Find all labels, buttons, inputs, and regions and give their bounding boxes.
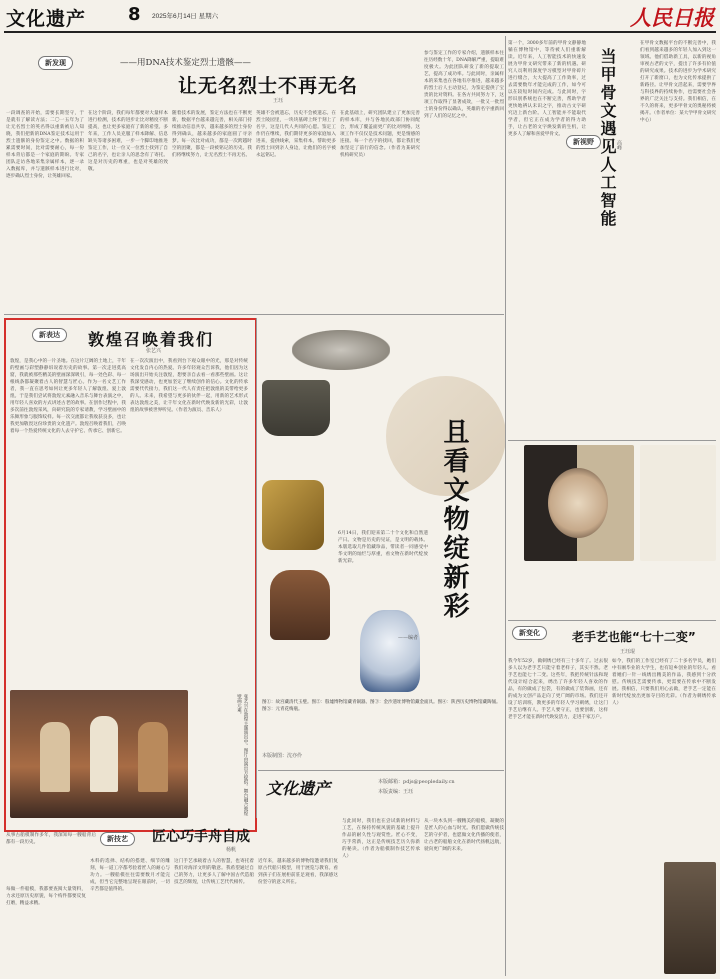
- text-column: 参与鉴定工作的专家介绍，遗骸样本往往历经数十年，DNA降解严重，提取难度极大。为此团队研发了新的提取工艺，提高了成功率。与此同时，亲属样本的采集也在各地有序推进，越来越多的烈士后人主动登记，为鉴定提供了宝贵的比对资料。在各方共同努力下，这项工作取得了显著成效，一批又一批烈士的身份得以确认，英雄的名字重新回到了人们的记忆之中。: [424, 51, 504, 119]
- design-credit: 本版制图：沈亦伶: [262, 753, 303, 759]
- story-headline: 当甲骨文遇见人工智能: [598, 48, 617, 228]
- story-tag: 新视野: [566, 135, 601, 149]
- text-column: 在这个阶段，我们每年都要对大量样本进行检测，技术的进步让比对精度不断提高，也让更多家庭有了新的希望。多年来，工作人员克服了样本降解、信息缺失等诸多困难，一步一个脚印地推进鉴定工作，让一位又一位烈士找到了自己的名字，也让亲人的思念有了寄托。这是对历史的尊重，也是对英雄的致敬。: [88, 111, 168, 172]
- story-byline: 张艺兴: [146, 348, 162, 354]
- text-column: 随着技术的发展，鉴定方法也在不断更新，数据平台越来越完善，相关部门持续推动信息共享，越来越多的烈士身份得到确认，越来越多的家庭圆了寻亲梦。每一次比对成功，都是一次跨越时空的团聚，都是一段被铭记的历史。我们将继续努力，让无名烈士不再无名。: [172, 111, 252, 158]
- issue-date: 2025年6月14日 星期六: [152, 13, 219, 20]
- performer-figure: [90, 716, 118, 792]
- column-logo: 文化遗产: [266, 779, 331, 798]
- newspaper-masthead: 人民日报: [630, 5, 714, 30]
- story-tag: 新变化: [512, 626, 547, 640]
- column-rule: [505, 36, 506, 976]
- text-column: 如今，我们的工作室已经有了二十多名学员，她们中有刚毕业的大学生，也有返乡创业的年轻人。看着她们一针一线绣出精美的作品，我感到十分欣慰。传统技艺需要传承，更需要在传承中不断发展。我相信，只要我们用心去做，老手艺一定能在新时代绽放出更加夺目的光彩。（作者为刺绣传承人）: [612, 659, 716, 706]
- story-byline: 王珏琨: [620, 649, 636, 655]
- text-column: 与此同时，我们也在尝试新的材料与工艺，在保持传统风貌的基础上提升作品的耐久性与观赏性。匠心不变，巧手常新，这正是传统技艺历久弥新的秘诀。（作者为船模制作技艺传承人）: [342, 819, 420, 859]
- story-headline: 老手艺也能“七十二变”: [572, 630, 696, 644]
- section-rule: [508, 620, 716, 621]
- bronze-vessel-artifact: [262, 380, 330, 436]
- text-column: 近年来，越来越多的博物馆邀请我们复原古代船只模型，用于展览与教育。看到孩子们在展柜前驻足观看，我深感这份坚守的意义所在。: [258, 859, 338, 885]
- story-byline: 高峰: [616, 140, 622, 150]
- text-column: 在甲骨文数据平台的不断完善中，我们看到越来越多的年轻人加入到这一领域。他们借助新工具，以新的视角审视古老的文字，提出了许多有价值的研究成果。技术的进步为学术研究打开了新窗口，也为文化传承提供了新路径。让甲骨文活起来，需要学界与科技界的持续协作，也需要社会各界的广泛关注与支持。我们相信，在不久的将来，更多甲骨文的奥秘将被揭开。（作者单位：某大学甲骨文研究中心）: [640, 41, 716, 123]
- header-rule: [4, 31, 716, 33]
- column-editor: 本版责编：王珏: [378, 789, 414, 795]
- story-tag: 新表达: [32, 328, 67, 342]
- story-kicker: ——用DNA技术鉴定烈士遗骸——: [120, 58, 251, 68]
- story-byline: 王珏: [273, 98, 284, 104]
- page-header: [0, 0, 720, 32]
- editor-signature: ——编者: [398, 635, 419, 641]
- text-column: 木料的选择、结构的搭建、细节的雕刻，每一道工序都考验着匠人的耐心与功力。一艘船模往往需要数月才能完成，但当它完整地呈现在眼前时，一切辛苦都是值得的。: [90, 859, 170, 892]
- text-column: 我今年52岁，做刺绣已经有三十多年了。过去很多人以为老手艺只能守着老样子，其实不然。老手艺也能七十二变。这些年，我把传统针法和现代设计结合起来，绣出了许多年轻人喜欢的作品，有的做成了包袋，有的做成了装饰画，还有的成为文创产品走向了更广阔的市场。我们还开设了培训班，教更多的年轻人学习刺绣，让这门手艺后继有人。手艺人要守正，也要创新，这样老手艺才能在新时代焕发活力，走进千家万户。: [508, 659, 608, 720]
- text-column: 英雄不会被遗忘，历史不会被遗忘。在烈士陵园里，一块块墓碑上终于刻上了名字，这是几代人共同的心愿。鉴定工作仍在继续，我们期待更多的家庭加入进来，提供线索，采集样本，帮助更多的烈士回到亲人身边，让他们的名字被永远铭记。: [256, 111, 336, 158]
- artifact-captions: 图①：故宫藏清代玉璧。图②：殷墟博物馆藏青铜器。图③：金沙遗址博物馆藏金面具。图④：陕西历史博物馆藏陶俑。图⑤：元青花梅瓶。: [262, 700, 501, 712]
- face-mask-object: [548, 468, 608, 538]
- section-rule: [508, 440, 716, 441]
- story-byline: 杨帆: [226, 847, 237, 853]
- story-headline: 让无名烈士不再无名: [178, 75, 359, 97]
- text-column: 在一次次演出中，我看到台下观众眼中的光，那是对传统文化发自内心的热爱。许多年轻观众告诉我，他们因为这场演出开始关注敦煌，想要亲自去看一看那些壁画。这让我深受感动，也更加坚定了继续创作的信心。文化的传承需要代代接力，我们这一代人有责任把敦煌的美带给更多的人。未来，我希望与更多的伙伴一起，用新的艺术形式表达敦煌之美，让千年文化在新时代焕发新的光彩，让敦煌的故事被世界听见。（作者为演员、音乐人）: [130, 359, 248, 413]
- text-column: 每做一件船模，我都要查阅大量资料，力求还原历史原貌，每个构件都要反复打磨，精益求精。: [6, 887, 86, 906]
- feature-headline: 且看文物绽新彩: [439, 418, 469, 621]
- woodcut-image: [640, 445, 716, 561]
- pottery-figure-artifact: [270, 570, 330, 640]
- section-rule: [258, 770, 504, 771]
- section-title: 文化遗产: [6, 8, 87, 30]
- story-headline: 匠心巧手舟自成: [152, 829, 250, 845]
- performer-figure: [138, 722, 168, 792]
- text-column: 从一块木头到一艘精美的船模，凝聚的是匠人的心血与时光。我们愿做传统技艺的守护者，也愿做文化传播的使者，让古老的船舶文化在新时代扬帆远航，驶向更广阔的未来。: [424, 819, 504, 852]
- column-email: 本版邮箱：pdjs@peopledaily.cn: [378, 779, 455, 785]
- performer-figure: [40, 722, 70, 792]
- photo-caption: 张艺兴在敦煌主题演出中。图片由演出方提供。舞台融合敦煌壁画元素。: [236, 694, 248, 816]
- text-column: 这门手艺承载着古人的智慧，也寄托着我们对海洋文明的敬意。我希望通过自己的努力，让更多人了解中国古代造船技艺的辉煌，让传统工艺代代相传。: [174, 859, 254, 885]
- story-tag: 新发现: [38, 56, 73, 70]
- gold-mask-artifact: [262, 480, 324, 550]
- editor-note: 6月14日，我们迎来第二十个文化和自然遗产日。文物是历史的见证，是文明的载体。本版选取几件馆藏珍品，带读者一同感受中华文明的灿烂与厚重，看文物在新时代绽放新光彩。: [338, 531, 428, 564]
- page-number: 8: [128, 4, 141, 25]
- story-tag: 新技艺: [100, 832, 135, 846]
- text-column: 在此基础上，研究团队建立了更加完善的样本库，并与各地民政部门协同配合，形成了覆盖面更广的比对网络。这项工作不仅仅是技术问题，更是情感的连接。每一个名字的找回，都让我们更加坚定了前行的信念。（作者为某研究机构研究员）: [340, 111, 420, 158]
- jade-disc-artifact: [292, 330, 390, 370]
- artisan-portrait: [664, 862, 716, 974]
- text-column: 从事古船模制作多年，我深知每一艘船背后都有一段历史。: [6, 833, 96, 845]
- column-rule: [256, 318, 257, 818]
- text-column: 一段调查的开始，需要长期坚守，于是就有了解读方法；二〇一五年为了让无名烈士的英名得以重新被后人知晓，我们把新的DNA鉴定技术运用于烈士遗骸的身份鉴定之中。数据的积累需要时间，比对需要耐心，每一份样本背后都是一个家庭的期盼。专家团队走访各地采集亲属样本，逐一录入数据库，并与遗骸样本进行比对，逐步确认烈士身份，让英雄回家。: [6, 111, 84, 179]
- text-column: 第一个，3000多年前的甲骨文静静地躺在博物馆中，等待被人们重新解读。近年来，人工智能技术的快速发展为甲骨文研究带来了新的机遇。研究人员利用深度学习模型对甲骨碎片进行缀合，大大提高了工作效率，过去需要数年才能完成的工作，如今可以在较短时间内完成。与此同时，字形识别系统也在不断完善，帮助学者更快地辨认未识之字，推动古文字研究迈上新台阶。人工智能并不能取代学者，但它正在成为学者的得力助手，让古老的文字焕发新的生机，让更多人了解和喜爱甲骨文。: [508, 41, 586, 137]
- text-column: 敦煌，是我心中的一片圣地。在这片辽阔的土地上，千年的壁画与彩塑静静诉说着历史的故事。第一次走进莫高窟，我就被那些精美的壁画深深吸引，每一处色彩、每一根线条都凝聚着古人的智慧与匠心。作为一名文艺工作者，我一直在思考如何让更多年轻人了解敦煌、爱上敦煌。于是我们尝试将敦煌元素融入音乐与舞台表演之中，用年轻人喜欢的方式讲述古老的故事。在创作过程中，我多次前往敦煌采风，向研究院的专家请教，学习壁画中的乐舞形象与服饰纹样。每一次交流都让我收获良多，也让我更加敬畏这份珍贵的文化遗产。敦煌召唤着我们，召唤着每一个热爱传统文化的人去守护它、传承它、创新它。: [10, 359, 126, 434]
- section-rule: [4, 314, 504, 315]
- story-headline: 敦煌召唤着我们: [88, 330, 215, 349]
